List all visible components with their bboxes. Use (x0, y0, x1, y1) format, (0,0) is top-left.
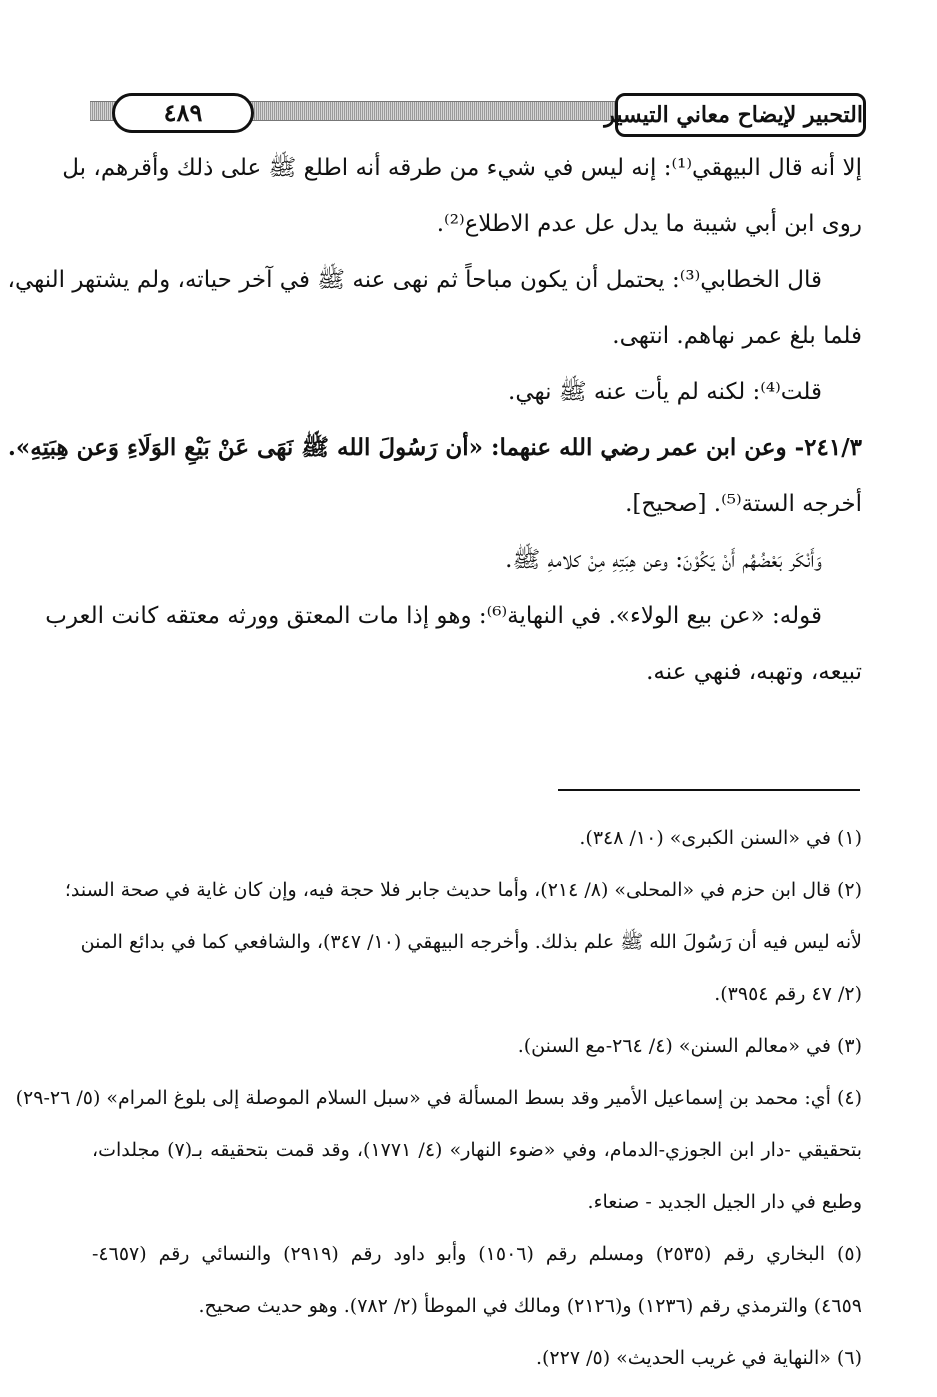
text-line: فلما بلغ عمر نهاهم. انتهى. (612, 323, 862, 349)
footnote-line: لأنه ليس فيه أن رَسُولَ الله ﷺ علم بذلك. وأخرجه البيهقي (١٠/ ٣٤٧)، والشافعي كما في بدائع المنن (80, 931, 862, 953)
text-line: قلت⁽⁴⁾: لكنه لم يأت عنه ﷺ نهي. (508, 379, 822, 405)
text-line: قال الخطابي⁽³⁾: يحتمل أن يكون مباحاً ثم نهى عنه ﷺ في آخر حياته، ولم يشتهر النهي، (7, 267, 822, 293)
footnote-line: بتحقيقي -دار ابن الجوزي-الدمام، وفي «ضوء النهار» (٤/ ١٧٧١)، وقد قمت بتحقيقه بـ(٧) مجلدات، (92, 1139, 862, 1161)
page-number: ٤٨٩ (112, 93, 254, 133)
text-line: روى ابن أبي شيبة ما يدل عل عدم الاطلاع⁽²⁾. (436, 211, 862, 237)
book-title: التحبير لإيضاح معاني التيسير (615, 93, 866, 137)
footnote-line: ٤٦٥٩) والترمذي رقم (١٢٣٦) و(٢١٢٦) ومالك في الموطأ (٢/ ٧٨٢). وهو حديث صحيح. (198, 1295, 862, 1317)
text-line: إلا أنه قال البيهقي⁽¹⁾: إنه ليس في شيء من طرقه أنه اطلع ﷺ على ذلك وأقرهم، بل (62, 155, 862, 181)
footnote-line: (٢) قال ابن حزم في «المحلى» (٨/ ٢١٤)، وأما حديث جابر فلا حجة فيه، وإن كان غاية في صحة السند؛ (64, 879, 862, 901)
footnote-line: (٤) أي: محمد بن إسماعيل الأمير وقد بسط المسألة في «سبل السلام الموصلة إلى بلوغ المرام» (٥/ ٢٦-٢٩) (15, 1087, 862, 1109)
page-header (90, 93, 863, 141)
footnote-line: (٢/ ٤٧ رقم ٣٩٥٤). (714, 983, 862, 1005)
hadith-line: ٢٤١/٣- وعن ابن عمر رضي الله عنهما: «أن رَسُولَ الله ﷺ نَهَى عَنْ بَيْعِ الوَلَاءِ وَعن هِبَتِهِ». (7, 434, 862, 461)
footnote-line: (٥) البخاري رقم (٢٥٣٥) ومسلم رقم (١٥٠٦) وأبو داود رقم (٢٩١٩) والنسائي رقم (٤٦٥٧- (92, 1243, 863, 1265)
footnote-line: (١) في «السنن الكبرى» (١٠/ ٣٤٨). (579, 827, 862, 849)
text-line: تبيعه، وتهبه، فنهي عنه. (646, 659, 862, 685)
text-line: قوله: «عن بيع الولاء». في النهاية⁽⁶⁾: وهو إذا مات المعتق وورثه معتقه كانت العرب (45, 603, 822, 629)
text-line: أخرجه الستة⁽⁵⁾. [صحيح]. (625, 491, 862, 517)
footnote-divider (558, 789, 860, 791)
text-line: وَأَنْكَر بَعْضُهُم أَنْ يَكُوْنَ: وعن هِبَتِهِ مِنْ كلامهِ ﷺ. (505, 547, 822, 573)
main-text (7, 140, 862, 700)
footnote-line: (٣) في «معالم السنن» (٤/ ٢٦٤-مع السنن). (517, 1035, 862, 1057)
footnotes (15, 812, 863, 1384)
footnote-line: وطبع في دار الجيل الجديد - صنعاء. (587, 1191, 862, 1213)
footnote-line: (٦) «النهاية في غريب الحديث» (٥/ ٢٢٧). (535, 1347, 862, 1369)
